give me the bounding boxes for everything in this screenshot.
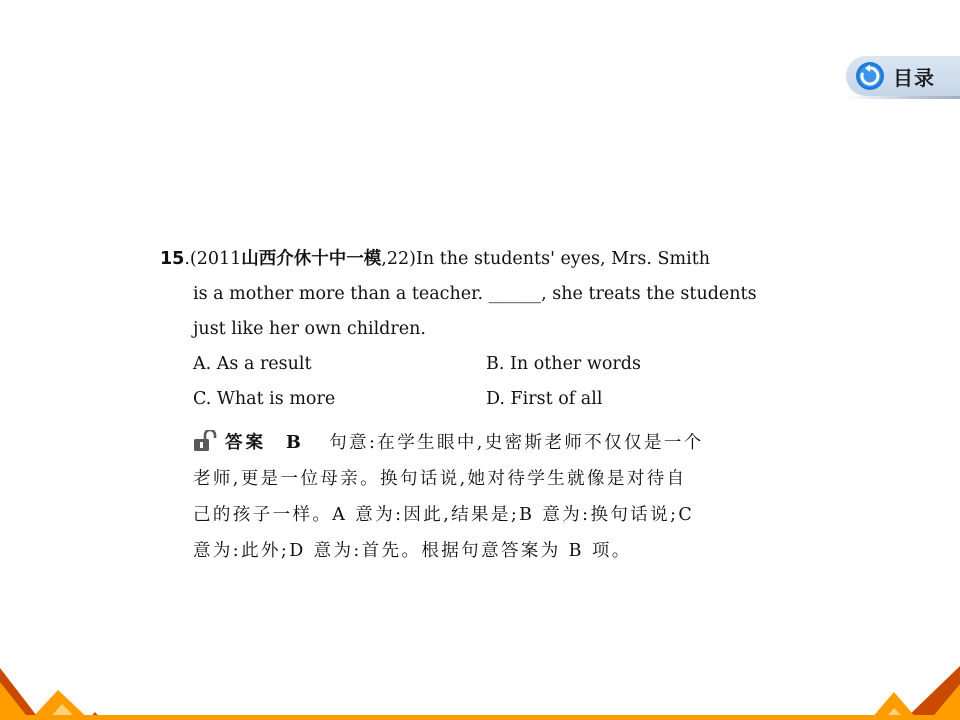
open-lock-icon (193, 430, 217, 452)
answer-explanation-line: 老师,更是一位母亲。换句话说,她对待学生就像是对待自 (193, 469, 687, 489)
bottom-bar (0, 715, 960, 720)
option-d: D. First of all (486, 389, 603, 409)
option-b: B. In other words (486, 354, 641, 374)
question-number: 15 (160, 249, 185, 269)
corner-decoration-right (860, 660, 960, 720)
question-first-line (160, 242, 800, 277)
corner-decoration-left (0, 660, 110, 720)
answer-block (193, 425, 803, 569)
toc-label: 目录 (893, 65, 935, 90)
toc-shadow (846, 96, 960, 99)
answer-explanation-line: 意为:此外;D 意为:首先。根据句意答案为 B 项。 (193, 541, 632, 561)
answer-explanation-first: 句意:在学生眼中,史密斯老师不仅仅是一个 (329, 433, 704, 453)
circular-arrow-icon (855, 61, 885, 91)
answer-first-line (193, 425, 803, 461)
question-stem-line: is a mother more than a teacher. ______, she treats the students (193, 284, 757, 304)
question-stem-first: In the students' eyes, Mrs. Smith (415, 249, 711, 269)
answer-value: B (286, 433, 304, 453)
options (160, 347, 800, 417)
question-stem-line: just like her own children. (193, 319, 426, 339)
answer-explanation-line: 己的孩子一样。A 意为:因此,结果是;B 意为:换句话说;C (193, 505, 695, 525)
question-source-name: 山西介休十中一模 (241, 249, 382, 269)
option-row (193, 347, 800, 382)
question-source-close: ,22) (381, 249, 416, 269)
answer-label: 答案 (225, 433, 266, 453)
option-c: C. What is more (193, 389, 336, 409)
option-a: A. As a result (193, 354, 312, 374)
toc-button[interactable] (846, 56, 960, 96)
option-row (193, 382, 800, 417)
question-block (160, 242, 800, 417)
question-source-open: .(2011 (184, 249, 242, 269)
